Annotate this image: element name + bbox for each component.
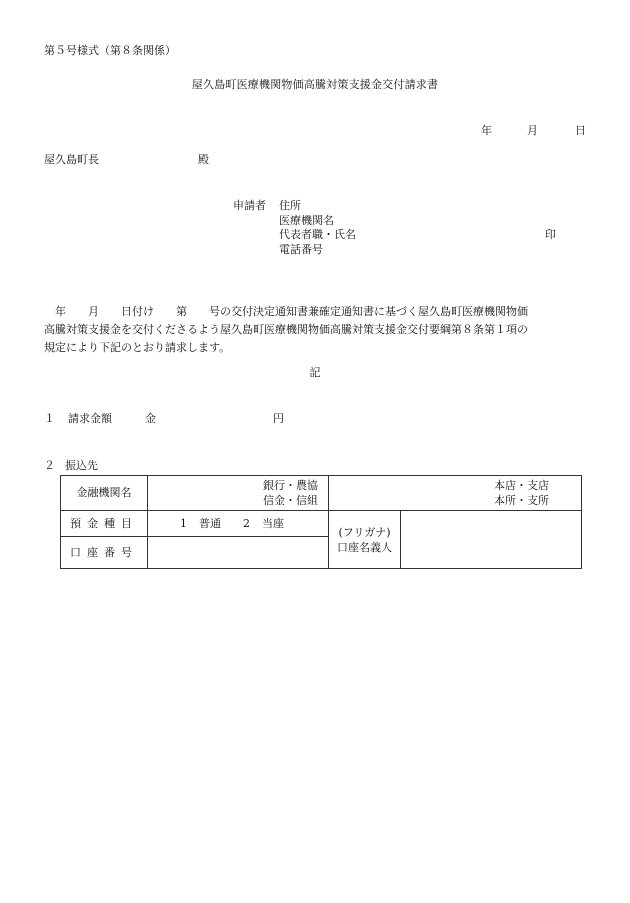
body-line-3: 規定により下記のとおり請求します。: [44, 341, 231, 354]
date-line: [0, 124, 630, 138]
recipient-name: 屋久島町長: [44, 153, 99, 166]
branch-type-option-2: 本所・支所: [494, 494, 549, 507]
amount-unit: 円: [273, 412, 284, 425]
transfer-section-heading: [44, 459, 98, 472]
account-type-options[interactable]: [148, 511, 329, 537]
body-line-1: 年 月 日付け 第 号の交付決定通知書兼確定通知書に基づく屋久島町医療機関物価: [44, 305, 528, 318]
account-holder-label: 口座名義人: [337, 540, 392, 554]
option-2-number: 2: [243, 516, 250, 530]
form-number: 第５号様式（第８条関係）: [44, 44, 176, 57]
amount-prefix: 金: [145, 412, 156, 425]
request-amount-section: [44, 412, 344, 426]
bank-row-account-type: [61, 511, 582, 537]
request-body-text: [44, 303, 528, 357]
account-number-field[interactable]: [148, 537, 329, 569]
option-1-label: 普通: [199, 516, 221, 530]
recipient-honorific: 殿: [198, 153, 209, 166]
bank-row-institution: [61, 476, 582, 511]
account-number-label: 口座番号: [61, 537, 148, 569]
branch-type-cell[interactable]: [329, 476, 582, 511]
option-2-label: 当座: [262, 516, 284, 530]
applicant-institution-label: 医療機関名: [279, 213, 334, 227]
body-line-2: 高騰対策支援金を交付くださるよう屋久島町医療機関物価高騰対策支援金交付要綱第８条第１項の: [44, 323, 528, 336]
applicant-label: 申請者: [233, 199, 266, 212]
date-month: 月: [527, 124, 538, 137]
applicant-phone-label: 電話番号: [279, 242, 323, 256]
institution-label: 金融機関名: [61, 476, 148, 511]
account-holder-field[interactable]: [401, 511, 582, 569]
section2-label: 振込先: [65, 459, 98, 472]
date-year: 年: [481, 124, 492, 137]
applicant-fields: [279, 199, 356, 257]
seal-mark: 印: [545, 228, 556, 241]
furigana-label: (フリガナ): [338, 525, 391, 539]
bank-type-cell[interactable]: [148, 476, 329, 511]
document-title: 屋久島町医療機関物価高騰対策支援金交付請求書: [191, 78, 439, 91]
section1-label: 請求金額: [68, 412, 112, 425]
applicant-representative-label: 代表者職・氏名: [279, 228, 356, 241]
option-1-number: 1: [180, 516, 187, 530]
bank-type-option-1: 銀行・農協: [263, 479, 318, 492]
section2-number: ２: [44, 459, 55, 472]
account-type-label: 預金種目: [61, 511, 148, 537]
ki-heading: 記: [309, 366, 321, 379]
section1-number: １: [44, 412, 55, 425]
branch-type-option-1: 本店・支店: [494, 479, 549, 492]
bank-account-table: [60, 475, 582, 569]
account-holder-label-cell: [329, 511, 401, 569]
bank-type-option-2: 信金・信組: [263, 494, 318, 507]
applicant-address-label: 住所: [279, 199, 301, 212]
date-day: 日: [575, 124, 586, 137]
